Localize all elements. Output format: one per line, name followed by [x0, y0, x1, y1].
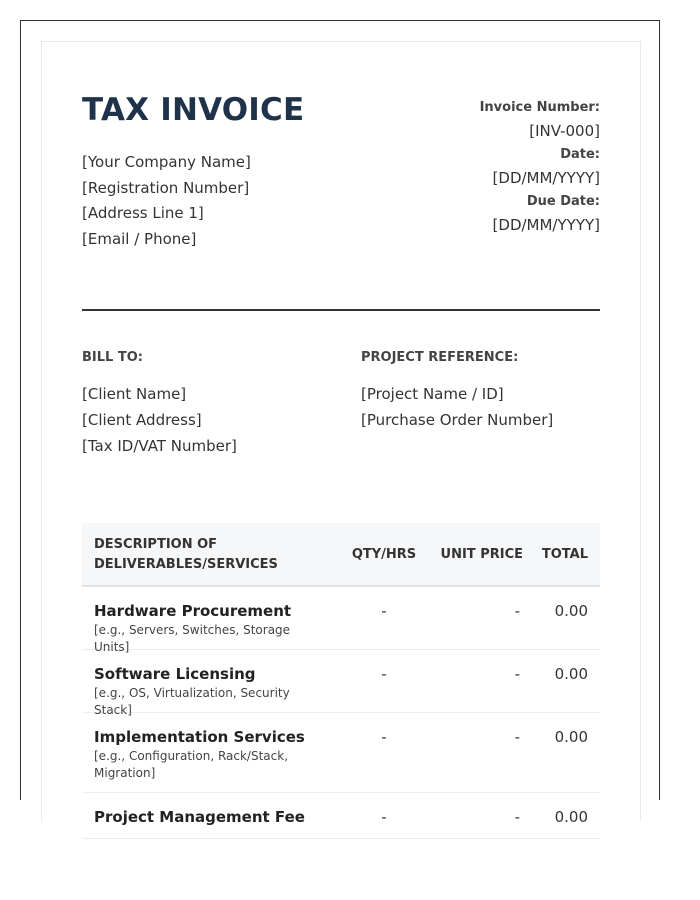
item-unit-price: -	[514, 728, 520, 746]
table-row	[82, 650, 600, 717]
project-name: [Project Name / ID]	[361, 385, 504, 403]
item-unit-price: -	[514, 602, 520, 620]
item-name: Project Management Fee	[94, 808, 305, 826]
item-total: 0.00	[554, 808, 588, 826]
client-tax-id: [Tax ID/VAT Number]	[82, 437, 237, 455]
item-qty: -	[381, 602, 387, 620]
column-header-qty: QTY/HRS	[351, 547, 417, 562]
column-header-description	[94, 535, 314, 575]
item-note: [e.g., Configuration, Rack/Stack, Migration]	[94, 749, 289, 780]
line-items-table	[82, 523, 600, 839]
item-unit-price: -	[514, 808, 520, 826]
invoice-title: TAX INVOICE	[82, 92, 305, 128]
item-total: 0.00	[554, 665, 588, 683]
table-row	[82, 587, 600, 654]
table-header	[82, 523, 600, 587]
address-line: [Address Line 1]	[82, 204, 204, 222]
invoice-content	[82, 90, 600, 826]
invoice-meta	[480, 98, 600, 239]
item-note: [e.g., Servers, Switches, Storage Units]	[94, 623, 291, 654]
date-value: [DD/MM/YYYY]	[492, 169, 600, 187]
project-reference-label: PROJECT REFERENCE:	[361, 350, 519, 365]
item-unit-price: -	[514, 665, 520, 683]
item-name: Software Licensing	[94, 665, 256, 683]
item-total: 0.00	[554, 728, 588, 746]
invoice-page	[41, 41, 641, 826]
item-name: Implementation Services	[94, 728, 305, 746]
item-qty: -	[381, 728, 387, 746]
table-row	[82, 713, 600, 793]
item-qty: -	[381, 665, 387, 683]
client-name: [Client Name]	[82, 385, 187, 403]
column-header-total: TOTAL	[541, 547, 588, 562]
column-header-description-line2: DELIVERABLES/SERVICES	[94, 557, 278, 572]
column-header-description-line1: DESCRIPTION OF	[94, 537, 218, 552]
bill-to-label: BILL TO:	[82, 350, 143, 365]
item-name: Hardware Procurement	[94, 602, 292, 620]
company-name: [Your Company Name]	[82, 153, 251, 171]
client-address: [Client Address]	[82, 411, 202, 429]
bill-to-block	[82, 350, 237, 459]
billing-section	[82, 350, 600, 470]
header-divider	[82, 309, 600, 311]
date-label: Date:	[560, 147, 600, 162]
purchase-order-number: [Purchase Order Number]	[361, 411, 554, 429]
item-total: 0.00	[554, 602, 588, 620]
project-reference-block	[361, 350, 553, 433]
item-qty: -	[381, 808, 387, 826]
email-phone: [Email / Phone]	[82, 229, 197, 248]
column-header-unit-price: UNIT PRICE	[440, 547, 523, 562]
table-row	[82, 793, 600, 839]
invoice-header	[82, 90, 600, 290]
registration-number: [Registration Number]	[82, 178, 250, 197]
company-details	[82, 150, 251, 252]
due-date-label: Due Date:	[526, 194, 600, 209]
due-date-value: [DD/MM/YYYY]	[492, 216, 600, 234]
item-note: [e.g., OS, Virtualization, Security Stack]	[94, 686, 290, 717]
invoice-number-value: [INV-000]	[529, 122, 600, 140]
document-frame	[20, 20, 660, 826]
invoice-number-label: Invoice Number:	[479, 100, 600, 115]
